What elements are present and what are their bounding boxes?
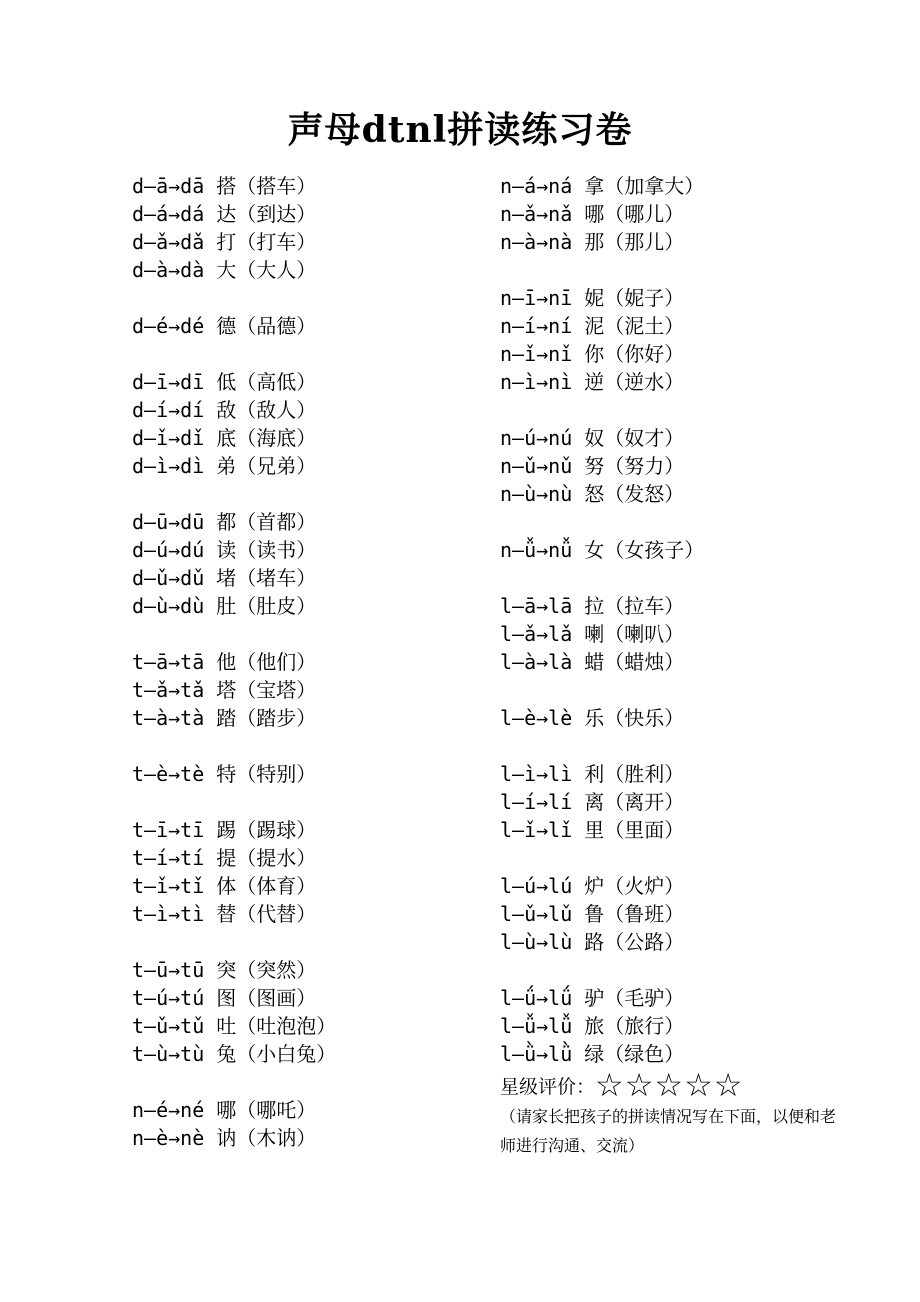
spacer xyxy=(204,1014,216,1038)
pinyin-syllable: d—ū→dū xyxy=(132,510,205,534)
character-word: 奴（奴才） xyxy=(584,426,685,450)
character-word: 哪（哪儿） xyxy=(584,202,685,226)
spacer xyxy=(572,790,584,814)
character-word: 踏（踏步） xyxy=(216,706,317,730)
spacer xyxy=(572,202,584,226)
blank-row xyxy=(132,340,492,368)
character-word: 你（你好） xyxy=(584,342,685,366)
blank-row xyxy=(500,676,880,704)
pinyin-syllable: l—í→lí xyxy=(500,790,573,814)
pinyin-row xyxy=(132,1124,492,1152)
blank-row xyxy=(132,620,492,648)
pinyin-syllable: n—ú→nú xyxy=(500,426,573,450)
pinyin-row xyxy=(500,480,880,508)
blank-row xyxy=(500,564,880,592)
pinyin-syllable: n—ì→nì xyxy=(500,370,573,394)
spacer xyxy=(204,902,216,926)
pinyin-row xyxy=(500,592,880,620)
pinyin-row xyxy=(132,676,492,704)
left-column xyxy=(132,172,492,1152)
pinyin-row xyxy=(132,900,492,928)
pinyin-row xyxy=(132,816,492,844)
character-word: 堵（堵车） xyxy=(216,566,317,590)
pinyin-syllable: n—é→né xyxy=(132,1098,205,1122)
spacer xyxy=(204,510,216,534)
pinyin-row xyxy=(132,760,492,788)
spacer xyxy=(204,762,216,786)
pinyin-syllable: t—ú→tú xyxy=(132,986,205,1010)
character-word: 离（离开） xyxy=(584,790,685,814)
spacer xyxy=(572,454,584,478)
spacer xyxy=(204,258,216,282)
pinyin-row xyxy=(132,1040,492,1068)
pinyin-row xyxy=(132,648,492,676)
pinyin-syllable: n—ù→nù xyxy=(500,482,573,506)
pinyin-syllable: n—ǎ→nǎ xyxy=(500,202,573,226)
spacer xyxy=(204,538,216,562)
pinyin-row xyxy=(500,760,880,788)
spacer xyxy=(572,902,584,926)
pinyin-row xyxy=(500,368,880,396)
pinyin-row xyxy=(132,424,492,452)
pinyin-row xyxy=(132,844,492,872)
pinyin-row xyxy=(500,788,880,816)
pinyin-row xyxy=(132,1096,492,1124)
character-word: 路（公路） xyxy=(584,930,685,954)
character-word: 妮（妮子） xyxy=(584,286,685,310)
character-word: 德（品德） xyxy=(216,314,317,338)
pinyin-syllable: t—ù→tù xyxy=(132,1042,205,1066)
character-word: 达（到达） xyxy=(216,202,317,226)
blank-row xyxy=(500,508,880,536)
character-word: 特（特别） xyxy=(216,762,317,786)
pinyin-row xyxy=(132,564,492,592)
pinyin-syllable: d—á→dá xyxy=(132,202,205,226)
pinyin-row xyxy=(500,340,880,368)
pinyin-row xyxy=(500,424,880,452)
pinyin-syllable: d—é→dé xyxy=(132,314,205,338)
spacer xyxy=(204,370,216,394)
pinyin-syllable: t—ī→tī xyxy=(132,818,205,842)
pinyin-row xyxy=(500,704,880,732)
pinyin-row xyxy=(500,1012,880,1040)
character-word: 读（读书） xyxy=(216,538,317,562)
pinyin-row xyxy=(132,508,492,536)
spacer xyxy=(572,594,584,618)
rating-line xyxy=(500,1068,880,1102)
spacer xyxy=(204,1098,216,1122)
spacer xyxy=(572,482,584,506)
character-word: 图（图画） xyxy=(216,986,317,1010)
spacer xyxy=(204,678,216,702)
spacer xyxy=(204,230,216,254)
pinyin-syllable: l—ǎ→lǎ xyxy=(500,622,573,646)
blank-row xyxy=(500,844,880,872)
character-word: 驴（毛驴） xyxy=(584,986,685,1010)
pinyin-syllable: t—à→tà xyxy=(132,706,205,730)
pinyin-row xyxy=(132,256,492,284)
pinyin-syllable: l—ǐ→lǐ xyxy=(500,818,573,842)
blank-row xyxy=(132,732,492,760)
spacer xyxy=(204,706,216,730)
pinyin-row xyxy=(500,312,880,340)
spacer xyxy=(572,930,584,954)
spacer xyxy=(572,538,584,562)
character-word: 他（他们） xyxy=(216,650,317,674)
character-word: 讷（木讷） xyxy=(216,1126,317,1150)
pinyin-row xyxy=(500,872,880,900)
pinyin-row xyxy=(132,312,492,340)
rating-label: 星级评价： xyxy=(500,1076,596,1098)
pinyin-row xyxy=(500,928,880,956)
pinyin-row xyxy=(500,648,880,676)
spacer xyxy=(204,454,216,478)
spacer xyxy=(572,230,584,254)
spacer xyxy=(572,706,584,730)
pinyin-syllable: l—à→là xyxy=(500,650,573,674)
pinyin-row xyxy=(500,536,880,564)
pinyin-row xyxy=(132,368,492,396)
character-word: 肚（肚皮） xyxy=(216,594,317,618)
pinyin-syllable: n—è→nè xyxy=(132,1126,205,1150)
pinyin-syllable: t—ā→tā xyxy=(132,650,205,674)
character-word: 那（那儿） xyxy=(584,230,685,254)
pinyin-syllable: t—ǔ→tǔ xyxy=(132,1014,205,1038)
blank-row xyxy=(132,480,492,508)
page-title: 声母dtnl拼读练习卷 xyxy=(287,109,633,151)
pinyin-row xyxy=(132,200,492,228)
spacer xyxy=(572,286,584,310)
character-word: 塔（宝塔） xyxy=(216,678,317,702)
pinyin-syllable: d—ú→dú xyxy=(132,538,205,562)
character-word: 兔（小白兔） xyxy=(216,1042,337,1066)
pinyin-row xyxy=(500,984,880,1012)
pinyin-syllable: d—ǔ→dǔ xyxy=(132,566,205,590)
spacer xyxy=(572,1014,584,1038)
spacer xyxy=(204,846,216,870)
right-rows xyxy=(500,172,880,1068)
pinyin-row xyxy=(500,228,880,256)
character-word: 拉（拉车） xyxy=(584,594,685,618)
pinyin-syllable: d—ǐ→dǐ xyxy=(132,426,205,450)
character-word: 大（大人） xyxy=(216,258,317,282)
pinyin-syllable: t—è→tè xyxy=(132,762,205,786)
character-word: 底（海底） xyxy=(216,426,317,450)
spacer xyxy=(204,398,216,422)
pinyin-row xyxy=(132,872,492,900)
character-word: 打（打车） xyxy=(216,230,317,254)
character-word: 敌（敌人） xyxy=(216,398,317,422)
character-word: 弟（兄弟） xyxy=(216,454,317,478)
pinyin-syllable: d—ǎ→dǎ xyxy=(132,230,205,254)
character-word: 吐（吐泡泡） xyxy=(216,1014,337,1038)
pinyin-syllable: t—í→tí xyxy=(132,846,205,870)
spacer xyxy=(204,986,216,1010)
blank-row xyxy=(500,732,880,760)
character-word: 拿（加拿大） xyxy=(584,174,705,198)
pinyin-row xyxy=(132,984,492,1012)
pinyin-syllable: n—í→ní xyxy=(500,314,573,338)
spacer xyxy=(204,314,216,338)
spacer xyxy=(204,958,216,982)
character-word: 乐（快乐） xyxy=(584,706,685,730)
pinyin-row xyxy=(132,536,492,564)
pinyin-row xyxy=(500,900,880,928)
pinyin-row xyxy=(132,956,492,984)
pinyin-syllable: l—ì→lì xyxy=(500,762,573,786)
right-column xyxy=(500,172,880,1160)
pinyin-row xyxy=(500,1040,880,1068)
character-word: 逆（逆水） xyxy=(584,370,685,394)
pinyin-row xyxy=(132,228,492,256)
spacer xyxy=(572,342,584,366)
blank-row xyxy=(500,256,880,284)
spacer xyxy=(204,594,216,618)
character-word: 泥（泥土） xyxy=(584,314,685,338)
character-word: 都（首都） xyxy=(216,510,317,534)
spacer xyxy=(204,818,216,842)
character-word: 炉（火炉） xyxy=(584,874,685,898)
pinyin-row xyxy=(132,172,492,200)
spacer xyxy=(572,314,584,338)
pinyin-syllable: n—ǚ→nǚ xyxy=(500,538,573,562)
spacer xyxy=(572,370,584,394)
character-word: 低（高低） xyxy=(216,370,317,394)
character-word: 提（提水） xyxy=(216,846,317,870)
blank-row xyxy=(132,284,492,312)
character-word: 努（努力） xyxy=(584,454,685,478)
character-word: 喇（喇叭） xyxy=(584,622,685,646)
spacer xyxy=(204,1126,216,1150)
pinyin-row xyxy=(500,816,880,844)
character-word: 旅（旅行） xyxy=(584,1014,685,1038)
spacer xyxy=(572,874,584,898)
spacer xyxy=(572,622,584,646)
pinyin-syllable: t—ū→tū xyxy=(132,958,205,982)
character-word: 利（胜利） xyxy=(584,762,685,786)
blank-row xyxy=(132,928,492,956)
rating-stars[interactable]: ☆☆☆☆☆ xyxy=(595,1066,744,1104)
pinyin-syllable: n—á→ná xyxy=(500,174,573,198)
pinyin-syllable: l—ú→lú xyxy=(500,874,573,898)
pinyin-row xyxy=(500,172,880,200)
pinyin-row xyxy=(500,620,880,648)
pinyin-syllable: d—ù→dù xyxy=(132,594,205,618)
spacer xyxy=(204,1042,216,1066)
pinyin-syllable: d—ā→dā xyxy=(132,174,205,198)
pinyin-row xyxy=(500,452,880,480)
spacer xyxy=(204,566,216,590)
character-word: 女（女孩子） xyxy=(584,538,705,562)
pinyin-syllable: t—ǎ→tǎ xyxy=(132,678,205,702)
character-word: 突（突然） xyxy=(216,958,317,982)
blank-row xyxy=(500,396,880,424)
spacer xyxy=(572,174,584,198)
pinyin-syllable: l—ǜ→lǜ xyxy=(500,1042,573,1066)
spacer xyxy=(572,762,584,786)
pinyin-syllable: n—ǐ→nǐ xyxy=(500,342,573,366)
spacer xyxy=(572,1042,584,1066)
pinyin-syllable: l—ù→lù xyxy=(500,930,573,954)
pinyin-syllable: d—ì→dì xyxy=(132,454,205,478)
character-word: 绿（绿色） xyxy=(584,1042,685,1066)
pinyin-syllable: l—ǔ→lǔ xyxy=(500,902,573,926)
pinyin-row xyxy=(132,704,492,732)
character-word: 替（代替） xyxy=(216,902,317,926)
pinyin-syllable: n—ī→nī xyxy=(500,286,573,310)
character-word: 蜡（蜡烛） xyxy=(584,650,685,674)
blank-row xyxy=(132,1068,492,1096)
parent-note: （请家长把孩子的拼读情况写在下面，以便和老师进行沟通、交流） xyxy=(500,1107,837,1155)
blank-row xyxy=(132,788,492,816)
spacer xyxy=(204,426,216,450)
pinyin-row xyxy=(132,1012,492,1040)
spacer xyxy=(572,650,584,674)
spacer xyxy=(204,202,216,226)
pinyin-syllable: t—ì→tì xyxy=(132,902,205,926)
pinyin-syllable: d—à→dà xyxy=(132,258,205,282)
blank-row xyxy=(500,956,880,984)
spacer xyxy=(572,426,584,450)
spacer xyxy=(204,174,216,198)
pinyin-row xyxy=(132,396,492,424)
spacer xyxy=(572,818,584,842)
pinyin-syllable: l—è→lè xyxy=(500,706,573,730)
pinyin-syllable: d—ī→dī xyxy=(132,370,205,394)
character-word: 搭（搭车） xyxy=(216,174,317,198)
character-word: 怒（发怒） xyxy=(584,482,685,506)
pinyin-syllable: t—ǐ→tǐ xyxy=(132,874,205,898)
character-word: 体（体育） xyxy=(216,874,317,898)
character-word: 踢（踢球） xyxy=(216,818,317,842)
pinyin-row xyxy=(500,284,880,312)
spacer xyxy=(204,874,216,898)
spacer xyxy=(204,650,216,674)
character-word: 里（里面） xyxy=(584,818,685,842)
pinyin-syllable: l—ǘ→lǘ xyxy=(500,986,573,1010)
pinyin-row xyxy=(500,200,880,228)
character-word: 哪（哪吒） xyxy=(216,1098,317,1122)
character-word: 鲁（鲁班） xyxy=(584,902,685,926)
pinyin-row xyxy=(132,452,492,480)
pinyin-syllable: l—ǚ→lǚ xyxy=(500,1014,573,1038)
pinyin-syllable: n—à→nà xyxy=(500,230,573,254)
pinyin-syllable: n—ǔ→nǔ xyxy=(500,454,573,478)
spacer xyxy=(572,986,584,1010)
pinyin-syllable: l—ā→lā xyxy=(500,594,573,618)
pinyin-syllable: d—í→dí xyxy=(132,398,205,422)
pinyin-row xyxy=(132,592,492,620)
